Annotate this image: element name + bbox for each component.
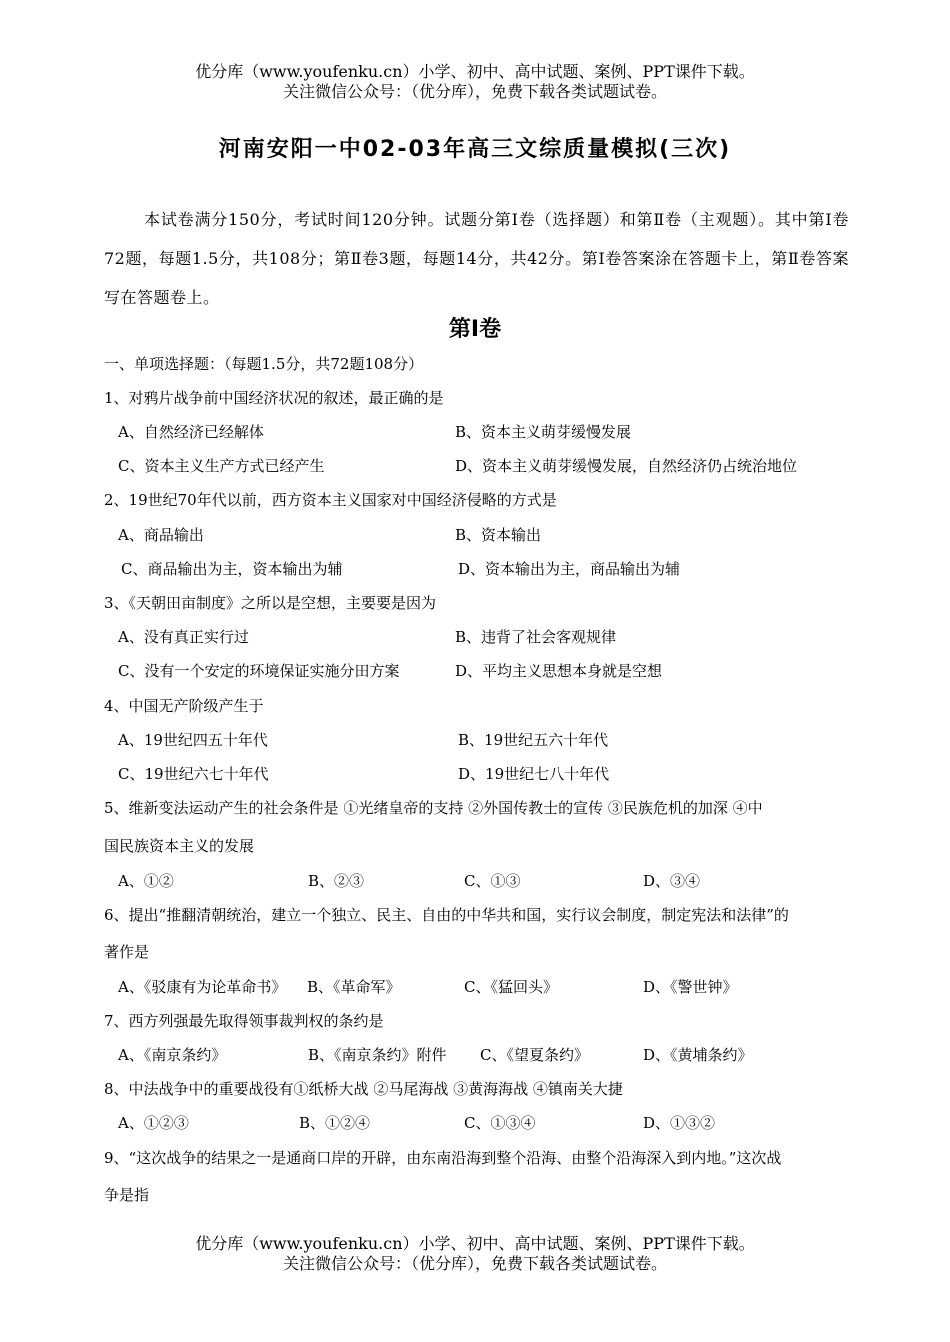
question-3-option-a: A、没有真正实行过	[118, 628, 249, 646]
header-banner	[0, 62, 950, 102]
section-title: 第Ⅰ卷	[448, 317, 502, 342]
question-6-stem-line-1: 6、提出“推翻清朝统治，建立一个独立、民主、自由的中华共和国，实行议会制度，制定宪法和法律”的	[104, 906, 789, 924]
question-1-option-c: C、资本主义生产方式已经产生	[118, 457, 325, 475]
question-2-option-b: B、资本输出	[455, 526, 542, 544]
question-3-option-b: B、违背了社会客观规律	[455, 628, 617, 646]
question-5-option-b: B、②③	[308, 872, 365, 890]
footer-banner	[0, 1234, 950, 1274]
question-4-option-c: C、19世纪六七十年代	[118, 765, 269, 783]
exam-intro: 本试卷满分150分，考试时间120分钟。试题分第Ⅰ卷（选择题）和第Ⅱ卷（主观题）。其中第Ⅰ卷72题，每题1.5分，共108分；第Ⅱ卷3题，每题14分，共42分。第Ⅰ卷答案涂在答题卡上，第Ⅱ卷答案写在答题卷上。	[104, 210, 849, 307]
page-title: 河南安阳一中02-03年高三文综质量模拟(三次)	[218, 137, 732, 162]
question-5-option-c: C、①③	[464, 872, 521, 890]
question-9-stem-line-1: 9、“这次战争的结果之一是通商口岸的开辟，由东南沿海到整个沿海、由整个沿海深入到内地。”这次战	[104, 1149, 782, 1167]
question-2-option-a: A、商品输出	[118, 526, 204, 544]
banner-line-1: 优分库（www.youfenku.cn）小学、初中、高中试题、案例、PPT课件下载。	[195, 62, 755, 81]
question-1-stem: 1、对鸦片战争前中国经济状况的叙述，最正确的是	[104, 389, 444, 407]
question-7-stem: 7、西方列强最先取得领事裁判权的条约是	[104, 1012, 384, 1030]
footer-banner-line-2: 关注微信公众号：（优分库），免费下载各类试题试卷。	[282, 1254, 667, 1273]
question-6-option-d: D、《警世钟》	[643, 978, 738, 996]
question-6-option-c: C、《猛回头》	[464, 978, 558, 996]
question-8-option-c: C、①③④	[464, 1114, 536, 1132]
question-1-option-b: B、资本主义萌芽缓慢发展	[455, 423, 632, 441]
question-5-option-a: A、①②	[118, 872, 174, 890]
question-3-option-d: D、平均主义思想本身就是空想	[455, 662, 663, 680]
question-3-option-c: C、没有一个安定的环境保证实施分田方案	[118, 662, 400, 680]
question-4-option-a: A、19世纪四五十年代	[118, 731, 268, 749]
question-7-option-d: D、《黄埔条约》	[643, 1046, 753, 1064]
question-2-option-c: C、商品输出为主，资本输出为辅	[121, 560, 343, 578]
question-1-option-a: A、自然经济已经解体	[118, 423, 264, 441]
question-6-stem-line-2: 著作是	[104, 943, 150, 961]
question-2-option-d: D、资本输出为主，商品输出为辅	[458, 560, 681, 578]
question-1-option-d: D、资本主义萌芽缓慢发展，自然经济仍占统治地位	[455, 457, 798, 475]
question-9-stem-line-2: 争是指	[104, 1186, 150, 1204]
question-4-stem: 4、中国无产阶级产生于	[104, 697, 264, 715]
question-2-stem: 2、19世纪70年代以前，西方资本主义国家对中国经济侵略的方式是	[104, 491, 557, 509]
question-7-option-c: C、《望夏条约》	[480, 1046, 589, 1064]
question-5-stem-line-2: 国民族资本主义的发展	[104, 837, 255, 855]
banner-line-2: 关注微信公众号：（优分库），免费下载各类试题试卷。	[282, 82, 667, 101]
question-4-option-b: B、19世纪五六十年代	[458, 731, 609, 749]
question-8-stem: 8、中法战争中的重要战役有①纸桥大战 ②马尾海战 ③黄海海战 ④镇南关大捷	[104, 1080, 623, 1098]
question-8-option-b: B、①②④	[299, 1114, 371, 1132]
footer-banner-line-1: 优分库（www.youfenku.cn）小学、初中、高中试题、案例、PPT课件下载。	[195, 1234, 755, 1253]
question-3-stem: 3、《天朝田亩制度》之所以是空想，主要要是因为	[104, 594, 437, 612]
question-8-option-a: A、①②③	[118, 1114, 189, 1132]
question-5-option-d: D、③④	[643, 872, 701, 890]
question-6-option-b: B、《革命军》	[307, 978, 401, 996]
question-7-option-b: B、《南京条约》附件	[308, 1046, 447, 1064]
question-6-option-a: A、《驳康有为论革命书》	[118, 978, 287, 996]
question-5-stem-line-1: 5、维新变法运动产生的社会条件是 ①光绪皇帝的支持 ②外国传教士的宣传 ③民族危机的加深 ④中	[104, 799, 763, 817]
question-7-option-a: A、《南京条约》	[118, 1046, 227, 1064]
question-8-option-d: D、①③②	[643, 1114, 716, 1132]
question-4-option-d: D、19世纪七八十年代	[458, 765, 610, 783]
part-heading: 一、单项选择题：（每题1.5分，共72题108分）	[104, 355, 424, 373]
